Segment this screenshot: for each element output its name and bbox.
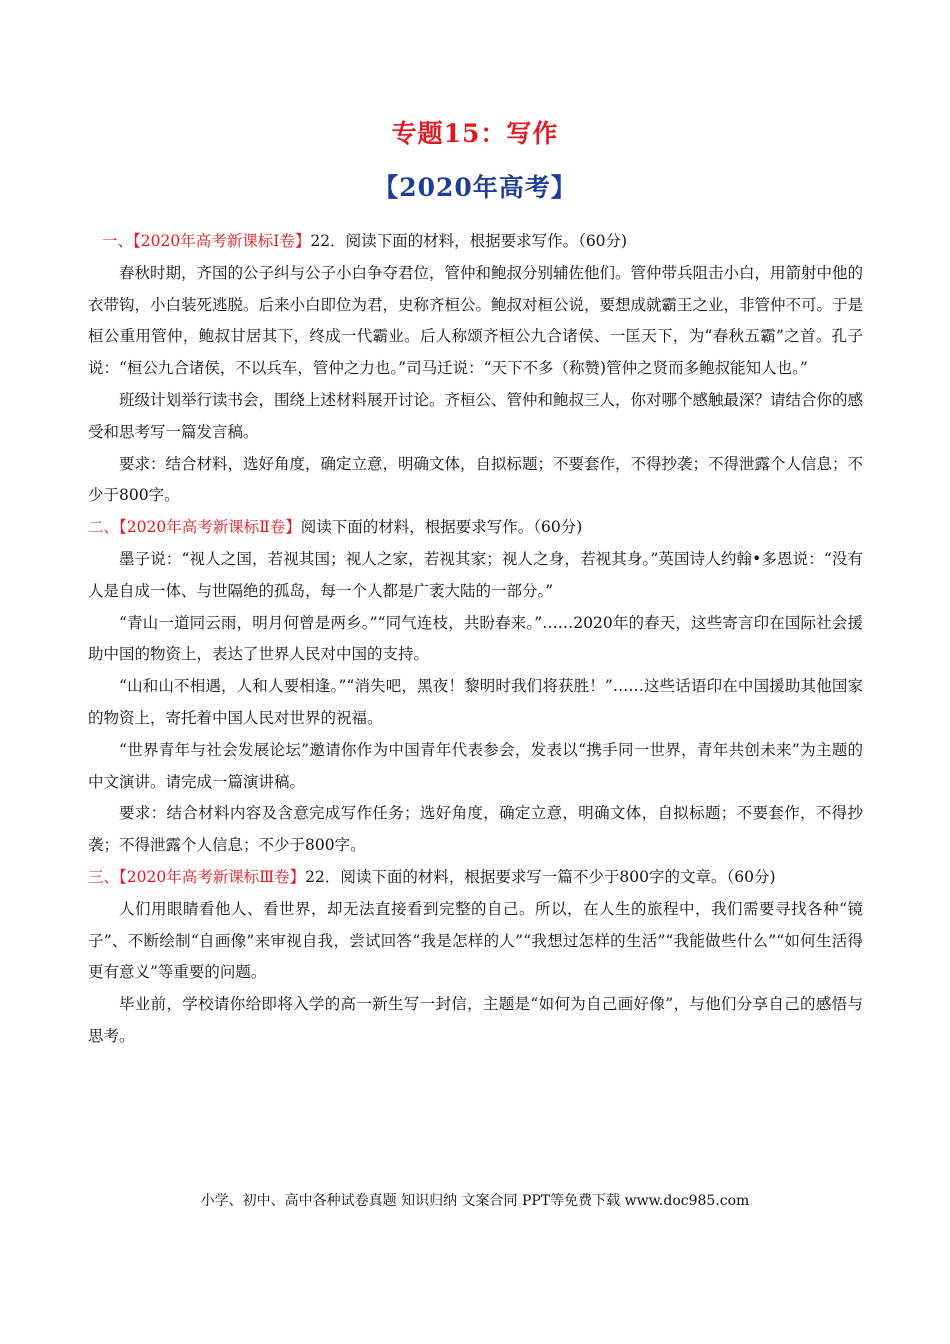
- question-3-task: 毕业前，学校请你给即将入学的高一新生写一封信，主题是“如何为自己画好像”，与他们分享自己的感悟与思考。: [88, 995, 863, 1045]
- page-title: 专题15：写作: [391, 119, 559, 148]
- question-2-material-2: “青山一道同云雨，明月何曾是两乡。”“同气连枝，共盼春来。”……2020年的春天，这些寄言印在国际社会援助中国的物资上，表达了世界人民对中国的支持。: [88, 613, 863, 664]
- question-3-number: 三、: [88, 867, 120, 886]
- question-2-task: “世界青年与社会发展论坛”邀请你作为中国青年代表参会，发表以“携手同一世界，青年共创未来”为主题的中文演讲。请完成一篇演讲稿。: [88, 740, 863, 791]
- question-2-number: 二、: [88, 518, 120, 537]
- question-2-source-tag: 【2020年高考新课标Ⅱ卷】: [119, 518, 301, 537]
- question-1-lead: 22．阅读下面的材料，根据要求写作。（60分): [310, 232, 628, 250]
- question-2-material-1: 墨子说：“视人之国，若视其国；视人之家，若视其家；视人之身，若视其身。”英国诗人约翰•多恩说：“没有人是自成一体、与世隔绝的孤岛，每一个人都是广袤大陆的一部分。”: [88, 549, 863, 600]
- question-3-lead: 22．阅读下面的材料，根据要求写一篇不少于800字的文章。（60分): [305, 867, 776, 886]
- question-2-heading: [88, 512, 863, 544]
- question-2-material-3: “山和山不相遇，人和人要相逢。”“消失吧，黑夜！黎明时我们将获胜！”……这些话语印在中国援助其他国家的物资上，寄托着中国人民对世界的祝福。: [88, 677, 863, 727]
- question-2-lead: 阅读下面的材料，根据要求写作。（60分): [300, 518, 583, 537]
- page-footer: 小学、初中、高中各种试卷真题 知识归纳 文案合同 PPT等免费下载 www.doc985.com: [200, 1193, 750, 1209]
- question-1-material: 春秋时期，齐国的公子纠与公子小白争夺君位，管仲和鲍叔分别辅佐他们。管仲带兵阻击小白，用箭射中他的衣带钩，小白装死逃脱。后来小白即位为君，史称齐桓公。鲍叔对桓公说，要想成就霸王之业，非管仲不可。于是桓公重用管仲，鲍叔甘居其下，终成一代霸业。后人称颂齐桓公九合诸侯、一匡天下，为“春秋五霸”之首。孔子说：“桓公九合诸侯，不以兵车，管仲之力也。”司马迁说：“天下不多（称赞)管仲之贤而多鲍叔能知人也。”: [88, 263, 864, 378]
- question-3-source-tag: 【2020年高考新课标Ⅲ卷】: [119, 867, 306, 886]
- page-subtitle: 【2020年高考】: [373, 173, 577, 202]
- document-body: [88, 226, 863, 1053]
- question-3-material: 人们用眼睛看他人、看世界，却无法直接看到完整的自己。所以，在人生的旅程中，我们需要寻找各种“镜子”、不断绘制“自画像”来审视自我，尝试回答“我是怎样的人”“我想过怎样的生活”“我能做些什么”“如何生活得更有意义”等重要的问题。: [88, 899, 863, 982]
- question-3-heading: [88, 862, 863, 894]
- question-1-heading: [88, 226, 863, 258]
- question-2-requirements: 要求：结合材料内容及含意完成写作任务；选好角度，确定立意，明确文体，自拟标题；不要套作，不得抄袭；不得泄露个人信息；不少于800字。: [88, 804, 863, 855]
- question-1-task: 班级计划举行读书会，围绕上述材料展开讨论。齐桓公、管仲和鲍叔三人，你对哪个感触最深？请结合你的感受和思考写一篇发言稿。: [88, 390, 864, 441]
- question-1-number: 一、: [102, 232, 134, 250]
- question-1-source-tag: 【2020年高考新课标Ⅰ卷】: [133, 232, 311, 250]
- question-1-requirements: 要求：结合材料，选好角度，确定立意，明确文体，自拟标题；不要套作，不得抄袭；不得泄露个人信息；不少于800字。: [88, 454, 864, 505]
